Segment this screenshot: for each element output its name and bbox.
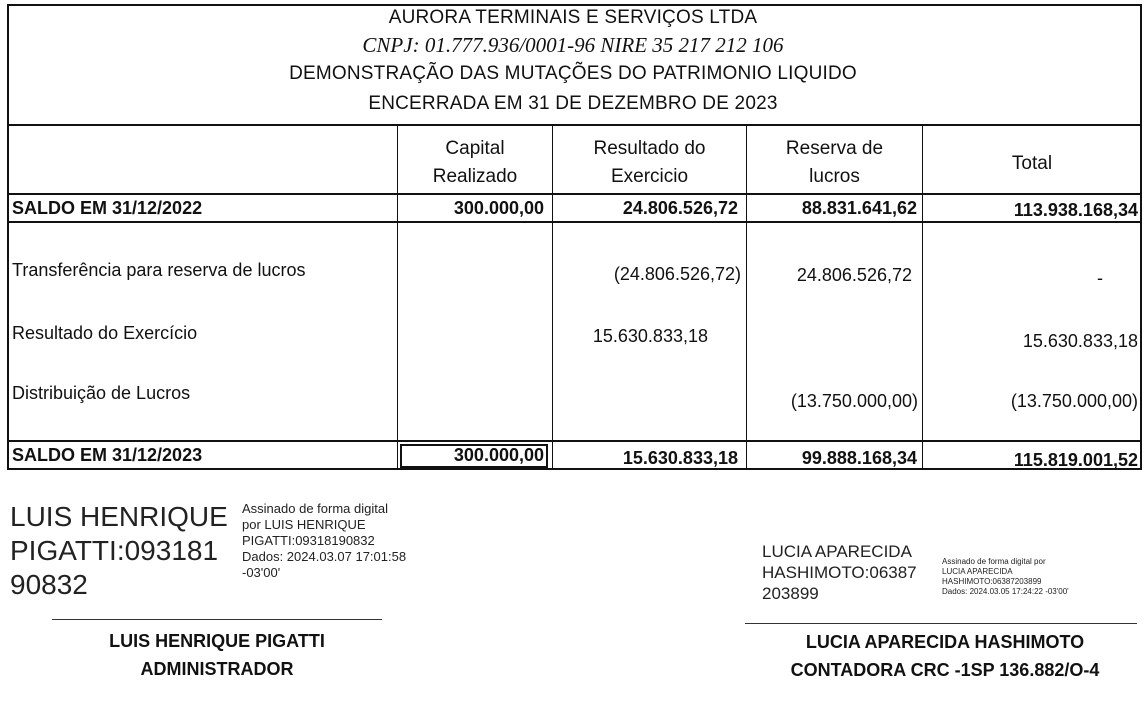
signer-right-signature-line: [745, 623, 1137, 624]
signer-right-info-line4: Dados: 2024.03.05 17:24:22 -03'00': [942, 587, 1069, 596]
row-result-label: Resultado do Exercício: [12, 323, 198, 343]
signer-left-caption: [52, 627, 382, 683]
row-transfer-resultado: (24.806.526,72): [613, 264, 741, 284]
row-distribution-label: Distribuição de Lucros: [12, 383, 191, 403]
statement-title: DEMONSTRAÇÃO DAS MUTAÇÕES DO PATRIMONIO LIQUIDO: [289, 63, 857, 84]
row-closing-capital: 300.000,00: [453, 445, 544, 465]
signer-right-name-stamp: [762, 541, 917, 604]
rule-below-opening: [7, 221, 1142, 223]
signer-left-printed-name: LUIS HENRIQUE PIGATTI: [109, 631, 325, 651]
signer-left-signature-line: [52, 619, 382, 620]
row-transfer-reserva: 24.806.526,72: [796, 265, 912, 285]
col-header-reserva-line1: Reserva de: [785, 138, 884, 159]
col-header-reserva: [747, 135, 922, 191]
signer-right-caption: [745, 628, 1145, 684]
row-closing-total: 115.819.001,52: [1013, 450, 1138, 470]
col-header-total-label: Total: [1011, 153, 1053, 174]
statement-period: ENCERRADA EM 31 DE DEZEMBRO DE 2023: [368, 93, 778, 114]
row-closing-reserva: 99.888.168,34: [801, 448, 917, 468]
signer-left-name-line1: LUIS HENRIQUE: [10, 501, 228, 532]
signer-left-name-stamp: [10, 500, 228, 602]
company-name: AURORA TERMINAIS E SERVIÇOS LTDA: [388, 7, 758, 28]
row-distribution-total: (13.750.000,00): [1010, 391, 1138, 411]
row-transfer-total: -: [1097, 268, 1103, 288]
row-result-total: 15.630.833,18: [1022, 331, 1138, 351]
row-opening-total: 113.938.168,34: [1013, 200, 1138, 220]
col-header-resultado-line2: Exercicio: [610, 166, 689, 187]
col-header-resultado: [553, 135, 746, 191]
signer-right-info-line2: LUCIA APARECIDA: [942, 567, 1013, 576]
signer-right-name-line2: HASHIMOTO:06387: [762, 563, 917, 582]
company-registration: CNPJ: 01.777.936/0001-96 NIRE 35 217 212 106: [362, 33, 784, 57]
signer-left-info-line4: Dados: 2024.03.07 17:01:58: [242, 549, 407, 564]
signer-right-info-line1: Assinado de forma digital por: [942, 557, 1046, 566]
signer-left-role: ADMINISTRADOR: [140, 659, 294, 679]
signer-left-info-line5: -03'00': [242, 565, 281, 580]
signer-right-role: CONTADORA CRC -1SP 136.882/O-4: [790, 660, 1100, 680]
signer-right-digital-info: [942, 557, 1069, 597]
col-header-total: [923, 150, 1141, 178]
row-opening-capital: 300.000,00: [453, 198, 544, 218]
row-closing-resultado: 15.630.833,18: [622, 448, 738, 468]
col-header-resultado-line1: Resultado do: [593, 138, 706, 159]
signer-right-info-line3: HASHIMOTO:06387203899: [942, 577, 1042, 586]
signer-left-name-line2: PIGATTI:093181: [10, 535, 219, 566]
col-header-capital: [398, 135, 552, 191]
rule-below-columns: [7, 193, 1142, 195]
signer-left-digital-info: [242, 501, 406, 581]
row-distribution-reserva: (13.750.000,00): [790, 391, 918, 411]
signer-left-info-line1: Assinado de forma digital: [242, 501, 388, 516]
col-header-capital-line2: Realizado: [432, 166, 518, 187]
col-header-capital-line1: Capital: [445, 138, 505, 159]
col-header-reserva-line2: lucros: [809, 166, 860, 187]
signer-right-printed-name: LUCIA APARECIDA HASHIMOTO: [805, 632, 1085, 652]
signer-right-name-line1: LUCIA APARECIDA: [762, 542, 912, 561]
row-transfer-label: Transferência para reserva de lucros: [12, 260, 306, 280]
row-result-resultado: 15.630.833,18: [592, 326, 708, 346]
row-opening-resultado: 24.806.526,72: [622, 198, 738, 218]
signer-left-info-line2: por LUIS HENRIQUE: [242, 517, 366, 532]
rule-above-closing: [7, 440, 1142, 442]
row-opening-label: SALDO EM 31/12/2022: [12, 198, 203, 218]
rule-below-title: [7, 124, 1142, 126]
signer-left-name-line3: 90832: [10, 569, 88, 600]
row-opening-reserva: 88.831.641,62: [801, 198, 917, 218]
row-closing-label: SALDO EM 31/12/2023: [12, 445, 203, 465]
signer-left-info-line3: PIGATTI:09318190832: [242, 533, 375, 548]
signer-right-name-line3: 203899: [762, 584, 819, 603]
